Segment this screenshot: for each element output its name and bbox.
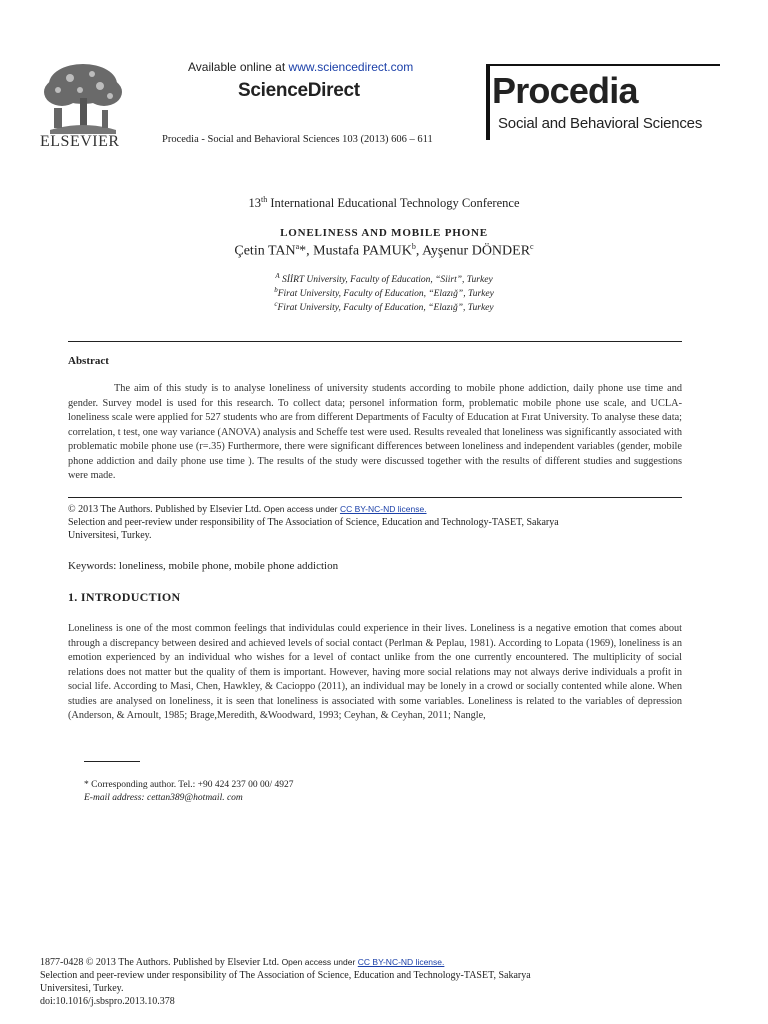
affiliation: $^b$Firat University, Faculty of Education, “Elazığ”, Turkey — [274, 286, 494, 300]
affiliation: $^A$ SİİRT University, Faculty of Education, “Siirt”, Turkey — [275, 272, 493, 286]
author-list: Çetin TAN$^a$*, Mustafa PAMUK$^b$, Ayşenur DÖNDER$^c$ — [234, 242, 534, 259]
paper-title: LONELINESS AND MOBILE PHONE — [280, 227, 488, 239]
abstract-text: The aim of this study is to analyse loneliness of university students according to mobile phone addiction, daily phone use time and gender. Survey model is used for this research. To collect data; personel information form, problematic mobile phone use scale, and UCLA-loneliness scale were applied for 527 students who are from different Departments of Faculty of Education at Fırat University. To analyse these data; correlation, t test, one way variance (ANOVA) analysis and Scheffe test were used. Results revealed that loneliness was significantly associated with problematic mobile phone use (r=.35) Furthermore, there were significant differences between loneliness and independent variables (gender, mobile phone addiction and daily phone use time ). The results of the study were discussed together with the results of different studies and suggestions were made. — [68, 383, 682, 481]
author-email: E-mail address: cettan389@hotmail. com — [84, 793, 243, 803]
copyright-notice: © 2013 The Authors. Published by Elsevier Ltd. Open access under CC BY-NC-ND license. Selection and peer-review under responsibility of The Association of Science, Education and Technology-TASET, Sakarya Universitesi, Turkey. — [68, 504, 559, 541]
corresponding-author: * Corresponding author. Tel.: +90 424 237 00 00/ 4927 — [84, 780, 294, 790]
license-link[interactable]: CC BY-NC-ND license. — [339, 504, 427, 514]
footer-license-link[interactable]: CC BY-NC-ND license. — [357, 957, 445, 967]
doi: doi:10.1016/j.sbspro.2013.10.378 — [40, 996, 175, 1007]
introduction-heading: 1. INTRODUCTION — [68, 590, 181, 604]
journal-citation: Procedia - Social and Behavioral Sciences 103 (2013) 606 – 611 — [162, 134, 433, 145]
available-prefix: Available online at — [188, 60, 286, 74]
elsevier-wordmark: ELSEVIER — [40, 133, 120, 150]
author-name: Mustafa PAMUK — [313, 243, 412, 259]
sciencedirect-wordmark: ScienceDirect — [238, 80, 360, 101]
abstract-heading: Abstract — [68, 355, 109, 367]
keywords: Keywords: loneliness, mobile phone, mobile phone addiction — [68, 560, 339, 572]
available-online-line — [188, 60, 413, 74]
author-name: Çetin TAN — [234, 243, 296, 259]
procedia-subtitle: Social and Behavioral Sciences — [498, 115, 703, 132]
author-name: Ayşenur DÖNDER — [422, 243, 531, 259]
affiliation: $^c$Firat University, Faculty of Education, “Elazığ”, Turkey — [274, 300, 494, 314]
divider — [68, 341, 682, 342]
sciencedirect-link[interactable]: www.sciencedirect.com — [288, 60, 414, 74]
page-footer: 1877-0428 © 2013 The Authors. Published by Elsevier Ltd. Open access under CC BY-NC-ND license. Selection and peer-review under responsibility of The Association of Science, Education and Technology-TASET, Sakarya Universitesi, Turkey. doi:10.1016/j.sbspro.2013.10.378 — [40, 956, 680, 1008]
footnote-rule — [84, 761, 140, 762]
procedia-wordmark: Procedia — [492, 70, 638, 111]
introduction-text: Loneliness is one of the most common feelings that individulas could experience in their lives. Loneliness is a negative emotion that comes about through a discrepancy between desired and achieved levels of social contact (Perlman & Peplau, 1981). According to Lopata (1969), loneliness is an emotion experienced by an individual who wishes for a level of contact unlike from the one currently encountered. The multiplicity of social relations does not matter but the quality of them is important. However, having more social relations may not always derive individuals a profit in social life. According to Masi, Chen, Hawkley, & Cacioppo (2011), an individual may be lonely in a crowd or socially contented while alone. When studies are analysed on loneliness, it is seen that loneliness is associated with some variables. Loneliness is related to the variables of depression (Anderson, & Arnoult, 1985; Brage,Meredith, &Woodward, 1993; Ceyhan, & Ceyhan, 2011; Nangle, — [68, 623, 682, 721]
divider — [68, 497, 682, 498]
conference-name: 13th International Educational Technology Conference — [248, 195, 520, 211]
